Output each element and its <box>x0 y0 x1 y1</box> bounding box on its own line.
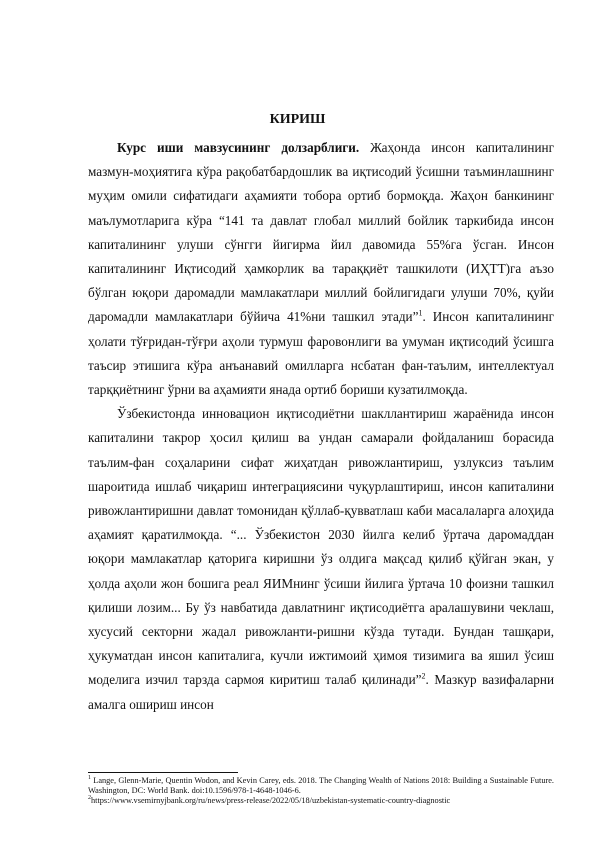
page-title: КИРИШ <box>269 112 326 127</box>
footnote-mark: 1 <box>88 775 91 782</box>
footnote-ref-2[interactable]: 2 <box>421 672 426 682</box>
paragraph-lead: Курс иши мавзусининг долзарблиги. <box>117 140 360 155</box>
footnote-divider <box>88 772 238 773</box>
footnote-ref-1[interactable]: 1 <box>418 309 423 319</box>
paragraph-text: Ўзбекистонда инновацион иқтисодиётни шакллантириш жараёнида инсон капиталини такрор ҳосил қилиш ва ундан самарали фойдаланиш борасида таълим-фан соҳаларини сифат жиҳатдан ривожлантириш, узлуксиз таълим шароитида ишлаб чиқариш интеграциясини чуқурлаштириш, инсон капиталини ривожлантиришни давлат томонидан қўллаб-қувватлаш каби масалаларга алоҳида аҳамият қаратилмоқда. “... Ўзбекистон 2030 йилга келиб ўртача даромаддан юқори мамлакатлар қаторига киришни ўз олдига мақсад қилиб қўйган экан, у ҳолда аҳоли жон бошига реал ЯИМнинг ўсиши йилига ўртача 10 фоизни ташкил қилиши лозим... Бу ўз навбатида давлатнинг иқтисодиётга аралашувини чеклаш, хусусий секторни жадал ривожланти-ришни кўзда тутади. Бундан ташқари, ҳукуматдан инсон капиталига, кучли ижтимоий ҳимоя тизимига ва яшил ўсиш моделига изчил тарзда сармоя киритиш талаб қилинади” <box>88 406 554 688</box>
footnotes <box>88 776 554 806</box>
paragraph-relevance <box>88 136 554 402</box>
footnote-link[interactable]: https://www.vsemirnyjbank.org/ru/news/press-release/2022/05/18/uzbekistan-systematic-country-diagnostic <box>91 796 451 805</box>
paragraph-text: Жаҳонда инсон капиталининг мазмун-моҳиятига кўра рақобатбардошлик ва иқтисодий ўсишни таъминлашнинг муҳим омили сифатидаги аҳамияти тобора ортиб бормоқда. Жаҳон банкининг маълумотларига кўра “141 та давлат глобал миллий бойлик таркибида инсон капиталининг улуши сўнгги йигирма йил давомида 55%га ўсган. Инсон капиталининг Иқтисодий ҳамкорлик ва тараққиёт ташкилоти (ИҲТТ)га аъзо бўлган юқори даромадли мамлакатлари миллий бойлигидаги улуши 70%, қуйи даромадли мамлакатлари бўйича 41%ни ташкил этади” <box>88 140 554 325</box>
paragraph-text-continued: . Инсон капиталининг ҳолати тўғридан-тўғри аҳоли турмуш фаровонлиги ва умуман иқтисодий ўсишга таъсир этишига кўра анъанавий омилларга нсбатан фан-таълим, интеллектуал тарққиётнинг ўрни ва аҳамияти янада ортиб бориши кузатилмоқда. <box>88 309 555 398</box>
paragraph-text-continued: . Мазкур вазифаларни амалга ошириш инсон <box>88 672 555 712</box>
footnote-text: Lange, Glenn-Marie, Quentin Wodon, and Kevin Carey, eds. 2018. The Changing Wealth of Nations 2018: Building a Sustainable Future. Washington, DC: World Bank. doi:10.1596/978-1-4648-1046-6. <box>88 776 554 795</box>
footnote-2 <box>88 796 554 806</box>
footnote-mark: 2 <box>88 795 91 802</box>
footnote-1 <box>88 776 554 796</box>
paragraph-uzbekistan <box>88 402 554 717</box>
body-text <box>88 136 554 717</box>
